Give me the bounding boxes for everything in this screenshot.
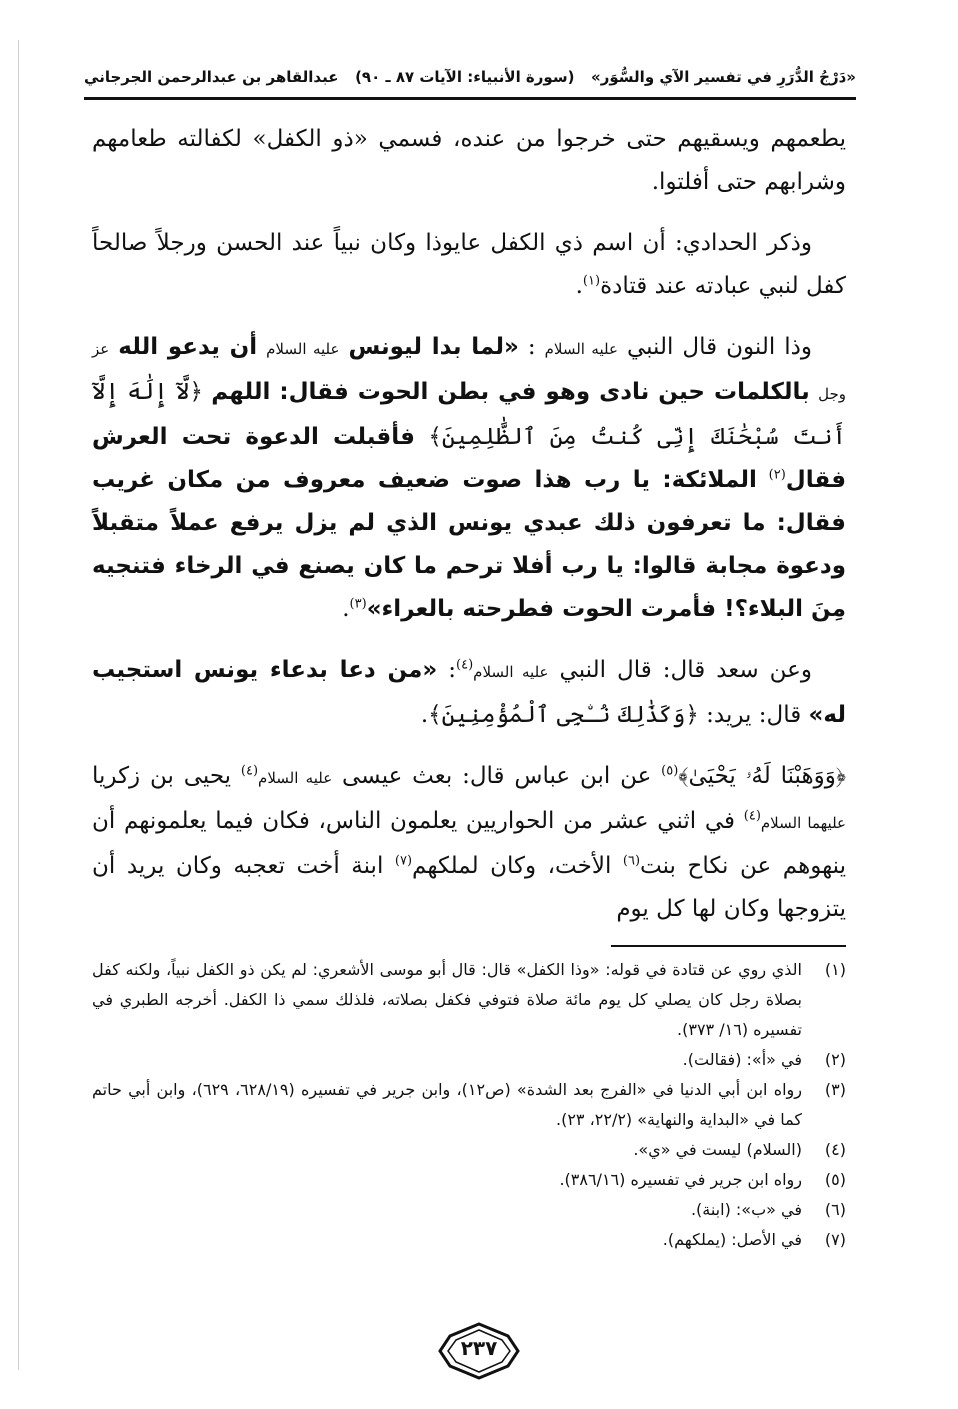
honorific: عليه السلام — [544, 340, 618, 358]
honorific: عز وجل — [92, 340, 847, 403]
main-text — [92, 118, 846, 949]
paragraph-5: ﴿وَوَهَبْنَا لَهُۥ يَحْيَىٰ﴾$^{(٥)}$ عن ابن عباس قال: بعث عيسى عليه السلام$^{(٤)}$ يحيى بن زكريا عليهما السلام$^{(٤)}$ في اثني عشر من الحواريين يعلمون الناس، فكان فيما يعلمونهم أن ينهوهم عن نكاح بنت$^{(٦)}$ الأخت، وكان لملكهم$^{(٧)}$ ابنة أخت تعجبه وكان يريد أن يتزوجها وكان لها كل يوم — [92, 763, 847, 922]
quran-verse: ﴿وَوَهَبْنَا لَهُۥ يَحْيَىٰ﴾ — [678, 763, 846, 789]
footnote-item: (٥) رواه ابن جرير في تفسيره (٣٨٦/١٦). — [559, 1170, 846, 1189]
footnote-item: (٦) في «ب»: (ابنة). — [690, 1200, 846, 1219]
footnote-item: (٢) في «أ»: (فقالت). — [682, 1050, 846, 1069]
footnote-ref[interactable]: (١) — [582, 273, 601, 289]
header-book-title: «دَرْجُ الدُّرَرِ في تفسير الآي والسُّوَر» — [591, 68, 856, 86]
footnote-item: (٤) (السلام) ليست في «ي». — [633, 1140, 846, 1159]
quran-verse: ﴿وَكَذَٰلِكَ نُـۨجِى ٱلْمُؤْمِنِينَ﴾ — [428, 702, 699, 728]
footnote-ref[interactable]: (٤) — [240, 763, 259, 779]
running-header — [84, 62, 856, 92]
header-rule — [84, 97, 856, 100]
binding-edge-line — [18, 40, 19, 1370]
footnote-item: (٣) رواه ابن أبي الدنيا في «الفرج بعد الشدة» (ص١٢)، وابن جرير في تفسيره (٦٢٨/١٩، ٦٢٩)، وابن أبي حاتم كما في «البداية والنهاية» (٢٢/٢، ٢٣). — [92, 1080, 846, 1129]
hadith-text: أن يدعو الله — [118, 334, 258, 360]
quran-verse: ﴿لَّآ إِلَٰهَ إِلَّآ أَنتَ سُبْحَٰنَكَ إِنِّى كُنتُ مِنَ ٱلظَّٰلِمِينَ﴾ — [92, 379, 847, 450]
honorific: عليهما السلام — [760, 814, 847, 832]
footnote-separator — [611, 945, 846, 947]
honorific: عليه السلام — [473, 663, 549, 681]
paragraph-4: وعن سعد قال: قال النبي عليه السلام$^{(٤)}$: «من دعا بدعاء يونس استجيب له» قال: يريد: ﴿وَكَذَٰلِكَ نُـۨجِى ٱلْمُؤْمِنِينَ﴾. — [92, 657, 846, 728]
footnote-ref[interactable]: (٣) — [349, 596, 367, 612]
footnote-ref[interactable]: (٤) — [743, 808, 761, 824]
header-author: عبدالقاهر بن عبدالرحمن الجرجاني — [84, 68, 339, 86]
footnotes — [92, 955, 846, 1255]
paragraph-1: يطعمهم ويسقيهم حتى خرجوا من عنده، فسمي «ذو الكفل» لكفالته طعامهم وشرابهم حتى أفلتوا. — [92, 126, 846, 195]
page-number-ornament — [438, 1322, 520, 1380]
paragraph-3: وذا النون قال النبي عليه السلام : «لما بدا ليونس عليه السلام أن يدعو الله عز وجل بالكلمات حين نادى وهو في بطن الحوت فقال: اللهم ﴿لَّآ إِلَٰهَ إِلَّآ أَنتَ سُبْحَٰنَكَ إِنِّى كُنتُ مِنَ ٱلظَّٰلِمِينَ﴾ فأقبلت الدعوة تحت العرش فقال$^{(٢)}$ الملائكة: يا رب هذا صوت ضعيف معروف من مكان غريب فقال: ما تعرفون ذلك عبدي يونس الذي لم يزل يرفع عملاً متقبلاً ودعوة مجابة قالوا: يا رب أفلا ترحم ما كان يصنع في الرخاء فتنجيه مِنَ البلاء؟! فأمرت الحوت فطرحته بالعراء»$^{(٣)}$. — [92, 334, 847, 622]
hadith-text: بالكلمات حين نادى وهو في بطن الحوت فقال: اللهم — [211, 379, 810, 405]
hadith-text: «من دعا بدعاء يونس استجيب له» — [92, 657, 846, 728]
footnote-item: (٧) في الأصل: (يملكهم). — [662, 1230, 846, 1249]
footnote-ref[interactable]: (٧) — [394, 853, 413, 869]
page-number: ٢٣٧ — [460, 1336, 498, 1360]
header-surah-info: (سورة الأنبياء: الآيات ٨٧ ـ ٩٠) — [355, 68, 575, 86]
honorific: عليه السلام — [258, 769, 333, 787]
hadith-text: «لما بدا ليونس — [348, 334, 519, 360]
footnote-ref[interactable]: (٥) — [661, 763, 679, 779]
footnote-ref[interactable]: (٤) — [456, 657, 474, 673]
hadith-text: الملائكة: يا رب هذا صوت ضعيف معروف من مكان غريب فقال: ما تعرفون ذلك عبدي يونس الذي لم يزل يرفع عملاً متقبلاً ودعوة مجابة قالوا: يا رب أفلا ترحم ما كان يصنع في الرخاء فتنجيه مِنَ البلاء؟! فأمرت الحوت فطرحته بالعراء» — [92, 467, 846, 622]
footnote-ref[interactable]: (٦) — [622, 853, 641, 869]
hadith-text: فأقبلت الدعوة تحت العرش فقال — [92, 424, 847, 493]
footnote-ref[interactable]: (٢) — [768, 467, 786, 483]
honorific: عليه السلام — [266, 340, 340, 358]
footnote-item: (١) الذي روي عن قتادة في قوله: «وذا الكفل» قال: قال أبو موسى الأشعري: لم يكن ذو الكفل نبياً، ولكنه كفل بصلاة رجل كان يصلي كل يوم مائة صلاة فتوفي فكفل بصلاته، فلذلك سمي ذا الكفل. أخرجه الطبري في تفسيره (١٦/ ٣٧٣). — [92, 960, 846, 1039]
paragraph-2: وذكر الحدادي: أن اسم ذي الكفل عايوذا وكان نبياً عند الحسن ورجلاً صالحاً كفل لنبي عبادته عند قتادة$^{(١)}$. — [92, 230, 846, 299]
